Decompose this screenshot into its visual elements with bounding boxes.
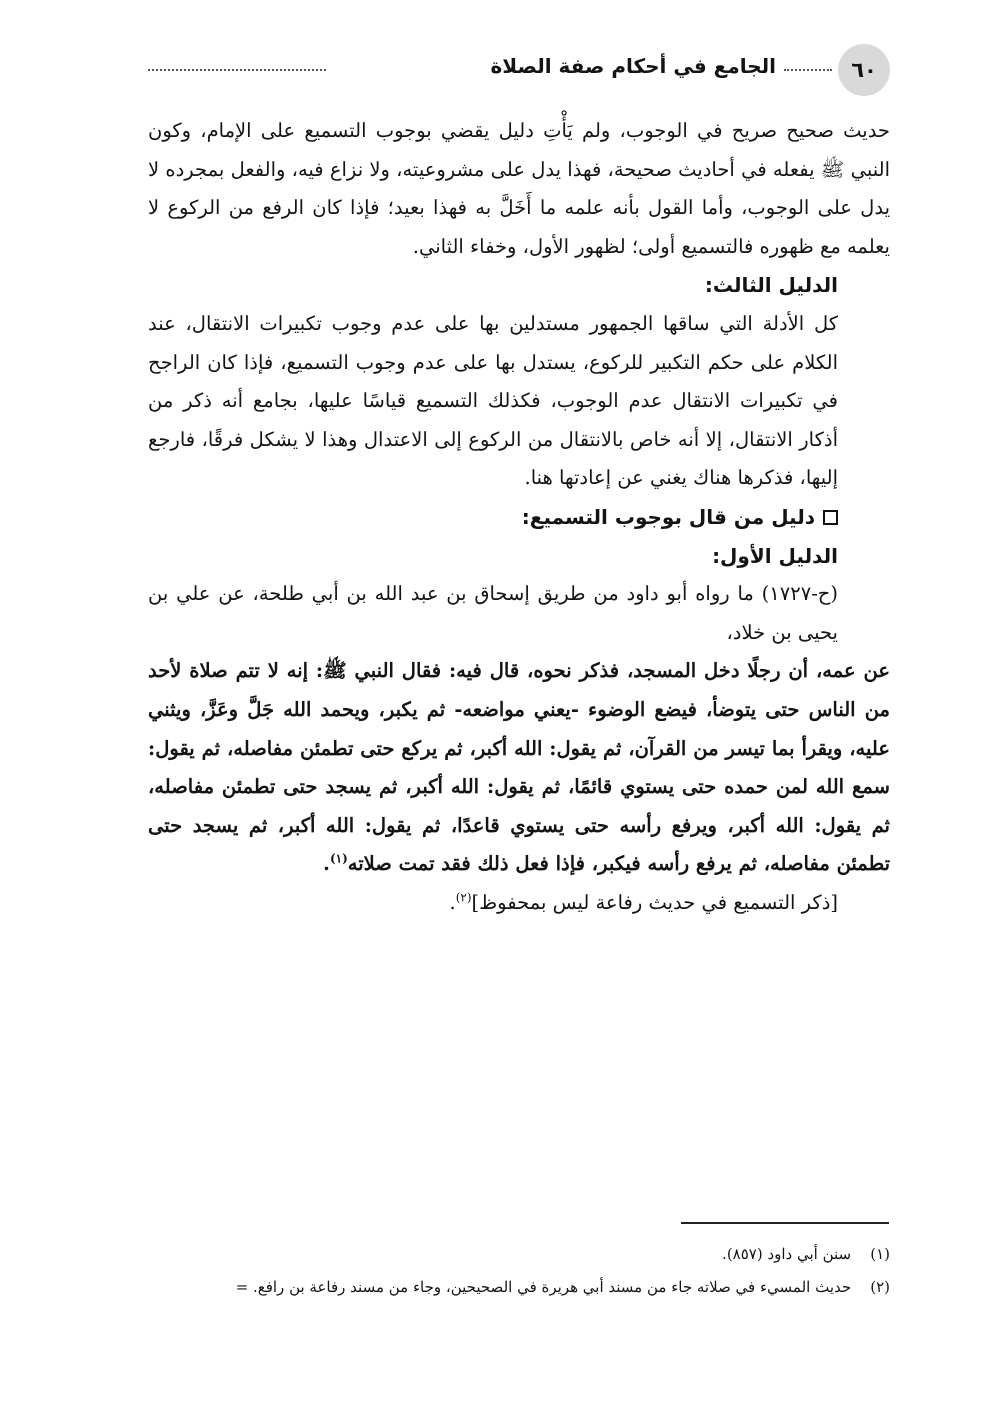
footnote-number: (١): [870, 1245, 890, 1263]
footnote-separator: [681, 1222, 889, 1224]
footnotes: [148, 1238, 890, 1304]
book-title: الجامع في أحكام صفة الصلاة: [490, 54, 776, 78]
hadith-text: عن عمه، أن رجلًا دخل المسجد، فذكر نحوه، قال فيه: فقال النبي ﷺ: إنه لا تتم صلاة لأحد من الناس حتى يتوضأ، فيضع الوضوء -يعني مواضعه- ثم يكبر، ويحمد الله جَلَّ وعَزَّ، ويثني عليه، ويقرأ بما تيسر من القرآن، ثم يقول: الله أكبر، ثم يركع حتى تطمئن مفاصله، ثم يقول: سمع الله لمن حمده حتى يستوي قائمًا، ثم يقول: الله أكبر، ثم يسجد حتى تطمئن مفاصله، ثم يقول: الله أكبر، ويرفع رأسه حتى يستوي قاعدًا، ثم يقول: الله أكبر، ثم يسجد حتى تطمئن مفاصله، ثم يرفع رأسه فيكبر، فإذا فعل ذلك فقد تمت صلاته: [148, 659, 890, 876]
page-header: [148, 44, 890, 94]
note-text: [ذكر التسميع في حديث رفاعة ليس بمحفوظ]: [471, 890, 838, 914]
paragraph-note: [148, 884, 890, 923]
footnote-number: (٢): [870, 1278, 890, 1296]
note-end: .: [449, 890, 456, 914]
header-dotted-rule-left: [148, 69, 326, 71]
paragraph-hadith-text: [148, 652, 890, 884]
heading-third-proof: الدليل الثالث:: [704, 273, 838, 298]
heading-proof-of-obligation-text: دليل من قال بوجوب التسميع:: [521, 504, 815, 529]
footnote-ref-1: (١): [329, 851, 348, 866]
heading-proof-of-obligation: [148, 498, 890, 537]
header-dotted-rule-right: [784, 69, 832, 71]
footnote-ref-2: (٢): [455, 890, 472, 905]
footnote-text: حديث المسيء في صلاته جاء من مسند أبي هريرة في الصحيحين، وجاء من مسند رفاعة بن رافع. =: [235, 1278, 852, 1296]
paragraph-hadith-chain: (ح-١٧٢٧) ما رواه أبو داود من طريق إسحاق بن عبد الله بن أبي طلحة، عن علي بن يحيى بن خلاد،: [148, 582, 838, 644]
heading-first-proof: الدليل الأول:: [712, 543, 838, 568]
page-body: [148, 112, 890, 922]
page-number: ٦٠: [838, 44, 890, 96]
hadith-end: .: [323, 852, 330, 876]
paragraph-discussion: حديث صحيح صريح في الوجوب، ولم يَأْتِ دليل يقضي بوجوب التسميع على الإمام، وكون النبي ﷺ يفعله في أحاديث صحيحة، فهذا يدل على مشروعيته، ولا نزاع فيه، والفعل بمجرده لا يدل على الوجوب، وأما القول بأنه علمه ما أَخَلَّ به فهذا بعيد؛ فإذا كان الرفع من الركوع لا يعلمه مع ظهوره فالتسميع أولى؛ لظهور الأول، وخفاء الثاني.: [148, 119, 890, 258]
checkbox-bullet-icon: [823, 510, 838, 525]
paragraph-third-proof: كل الأدلة التي ساقها الجمهور مستدلين بها على عدم وجوب تكبيرات الانتقال، عند الكلام على حكم التكبير للركوع، يستدل بها على عدم وجوب التسميع، فإذا كان الراجح في تكبيرات الانتقال عدم الوجوب، فكذلك التسميع قياسًا عليها، بجامع أنه ذكر من أذكار الانتقال، إلا أنه خاص بالانتقال من الركوع إلى الاعتدال وهذا لا يشكل فرقًا، فارجع إليها، فذكرها هناك يغني عن إعادتها هنا.: [148, 311, 838, 490]
footnote-item: [148, 1271, 890, 1304]
footnote-item: [148, 1238, 890, 1271]
footnote-text: سنن أبي داود (٨٥٧).: [722, 1245, 852, 1263]
